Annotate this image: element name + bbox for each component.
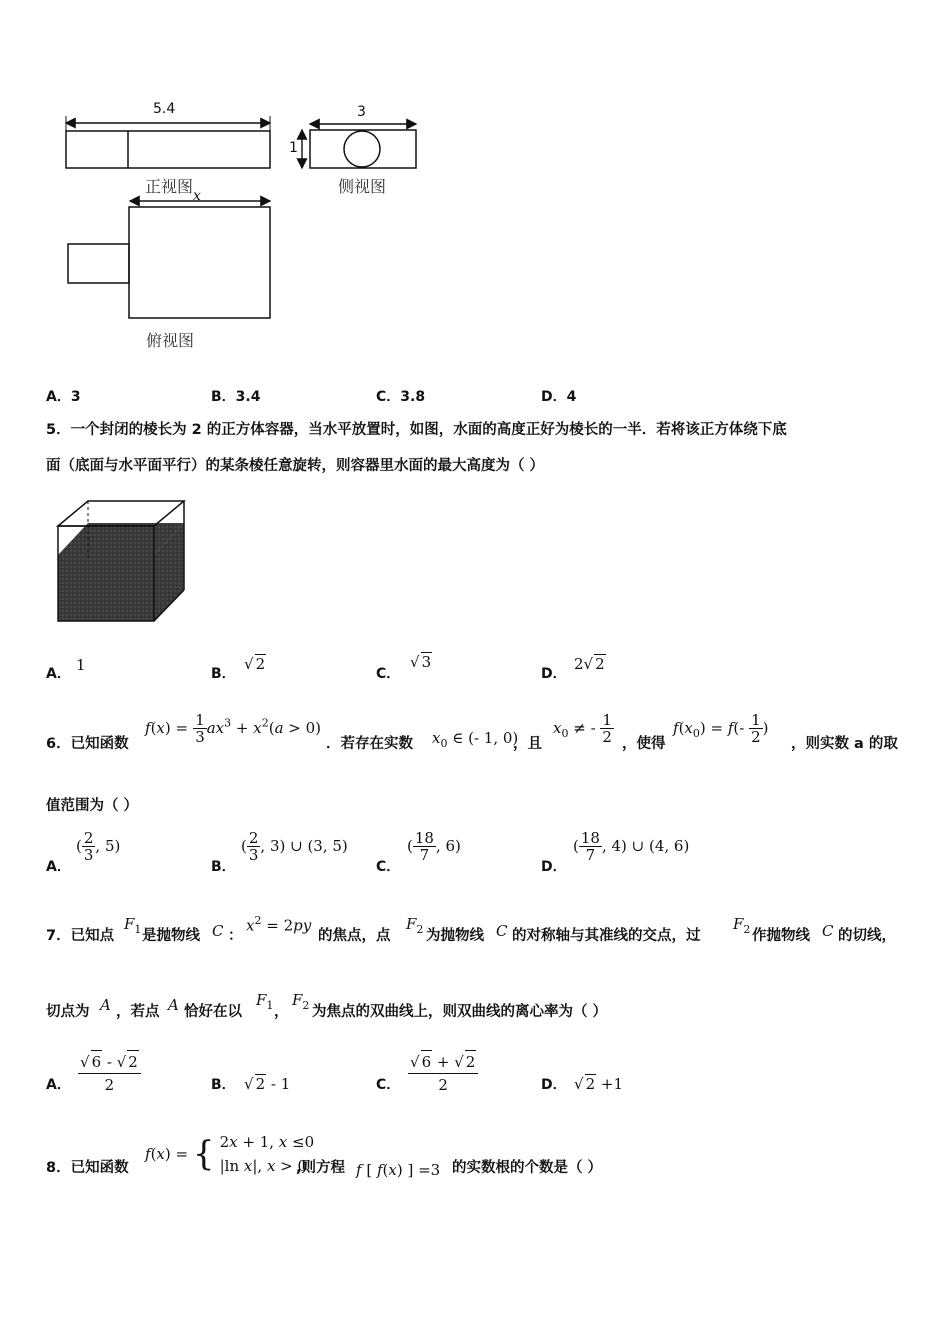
q4-option-c[interactable]: C．3.8	[376, 389, 426, 405]
q6-option-a[interactable]: A．	[46, 859, 71, 875]
q6-suffix: ，则实数 a 的取	[791, 736, 898, 752]
q7-p7: 作抛物线	[752, 928, 810, 944]
q5-option-d[interactable]: D．	[541, 666, 567, 682]
q7-c1: C	[212, 922, 224, 940]
q6-option-c-value: ( $\frac{18}{7}$ , 6)	[407, 829, 461, 864]
q4-option-a[interactable]: A．3	[46, 389, 81, 405]
q7-p6: 的对称轴与其准线的交点，过	[512, 928, 701, 944]
q5-option-c[interactable]: C．	[376, 666, 401, 682]
q6-cond2: $x_0$ ≠ - $\frac{1}{2}$	[553, 711, 612, 746]
q7-l2d: ，	[274, 1004, 289, 1020]
q7-option-b[interactable]: B．	[211, 1077, 236, 1093]
dim-side-label: 3	[357, 104, 366, 120]
three-view-figure	[0, 0, 950, 360]
q7-p4: 的焦点，点	[318, 928, 391, 944]
cube-water-figure	[50, 498, 190, 628]
q7-option-c[interactable]: C．	[376, 1077, 401, 1093]
dim-top-label: x	[193, 188, 201, 204]
top-view	[68, 201, 270, 318]
top-view-label: 俯视图	[146, 331, 195, 350]
q7-option-a[interactable]: A．	[46, 1077, 71, 1093]
q7-option-b-value: √ 2 - 1	[244, 1075, 291, 1093]
q8-suffix: 的实数根的个数是（ ）	[452, 1160, 603, 1176]
q6-prefix: 6．已知函数	[46, 736, 129, 752]
dim-front-label: 5.4	[153, 101, 176, 117]
q7-option-a-value: $\frac{√ 6 - √ 2}{2}$	[78, 1050, 141, 1096]
q5-option-b[interactable]: B．	[211, 666, 236, 682]
q7-option-c-value: $\frac{√ 6 + √ 2}{2}$	[408, 1050, 478, 1096]
q5-option-a[interactable]: A．	[46, 666, 71, 682]
q7-c2: C	[496, 922, 508, 940]
q7-parabola-eq: $x^2 = 2py$	[246, 914, 312, 935]
q8-piecewise-function: f(x) = { 2x + 1, x ≤0 |ln x|, x > 0	[145, 1133, 315, 1175]
q7-a2: A	[168, 996, 179, 1014]
q8-mid: ,则方程	[296, 1160, 346, 1176]
q7-c3: C	[822, 922, 834, 940]
q8-prefix: 8．已知函数	[46, 1160, 129, 1176]
dim-height-label: 1	[289, 140, 298, 156]
q7-l2e: 为焦点的双曲线上，则双曲线的离心率为（ ）	[312, 1004, 608, 1020]
q4-option-b[interactable]: B．3.4	[211, 389, 261, 405]
q6-function: f(x) = $\frac{1}{3}$ $ax^3 + x^2(a > 0)$	[145, 711, 322, 746]
q5-option-b-value: √ 2	[244, 655, 266, 673]
q6-line2: 值范围为（ ）	[46, 798, 139, 814]
q7-l2c: 恰好在以	[184, 1004, 242, 1020]
q4-option-d[interactable]: D．4	[541, 389, 577, 405]
q7-p8: 的切线，	[838, 928, 896, 944]
side-view	[302, 124, 416, 168]
q5-option-c-value: √ 3	[410, 653, 432, 671]
q7-p3: ：	[228, 928, 243, 944]
q7-p2: 是抛物线	[142, 928, 200, 944]
q7-a1: A	[100, 996, 111, 1014]
q7-f1b: $F_1$	[256, 991, 274, 1013]
q5-line2: 面（底面与水平面平行）的某条棱任意旋转，则容器里水面的最大高度为（ ）	[46, 458, 545, 474]
q6-mid1: ．若存在实数	[326, 736, 413, 752]
front-view-label: 正视图	[145, 177, 194, 196]
q6-option-d[interactable]: D．	[541, 859, 567, 875]
q6-cond1: $x_0$ ∈ (- 1, 0)	[432, 729, 519, 751]
q6-option-b[interactable]: B．	[211, 859, 236, 875]
q6-mid2: ，且	[513, 736, 542, 752]
side-view-label: 侧视图	[338, 177, 387, 196]
q6-cond3: $f(x_0) = f(-$ $\frac{1}{2}$ )	[673, 711, 769, 746]
q7-option-d-value: √ 2 +1	[574, 1075, 623, 1093]
q6-option-c[interactable]: C．	[376, 859, 401, 875]
q7-l2b: ，若点	[116, 1004, 160, 1020]
q6-option-d-value: ( $\frac{18}{7}$ , 4) ∪ (4, 6)	[573, 829, 690, 864]
q5-option-d-value: 2√ 2	[574, 655, 605, 673]
front-view	[66, 116, 270, 168]
q5-line1: 5．一个封闭的棱长为 2 的正方体容器，当水平放置时，如图，水面的高度正好为棱长的一半．若将该正方体绕下底	[46, 422, 787, 438]
q6-mid3: ，使得	[622, 736, 666, 752]
q6-option-a-value: ( $\frac{2}{3}$ , 5)	[76, 829, 121, 864]
q7-l2a: 切点为	[46, 1004, 90, 1020]
q5-option-a-value: 1	[76, 656, 86, 674]
q7-f2c: $F_2$	[292, 991, 310, 1013]
q6-option-b-value: ( $\frac{2}{3}$ , 3) ∪ (3, 5)	[241, 829, 348, 864]
q7-p5: 为抛物线	[426, 928, 484, 944]
q7-p1: 7．已知点	[46, 928, 115, 944]
q7-option-d[interactable]: D．	[541, 1077, 567, 1093]
q7-f2a: $F_2$	[406, 915, 424, 937]
q7-f1: $F_1$	[124, 915, 142, 937]
q8-equation: f [ f(x) ] =3	[356, 1161, 441, 1179]
q7-f2b: $F_2$	[733, 915, 751, 937]
